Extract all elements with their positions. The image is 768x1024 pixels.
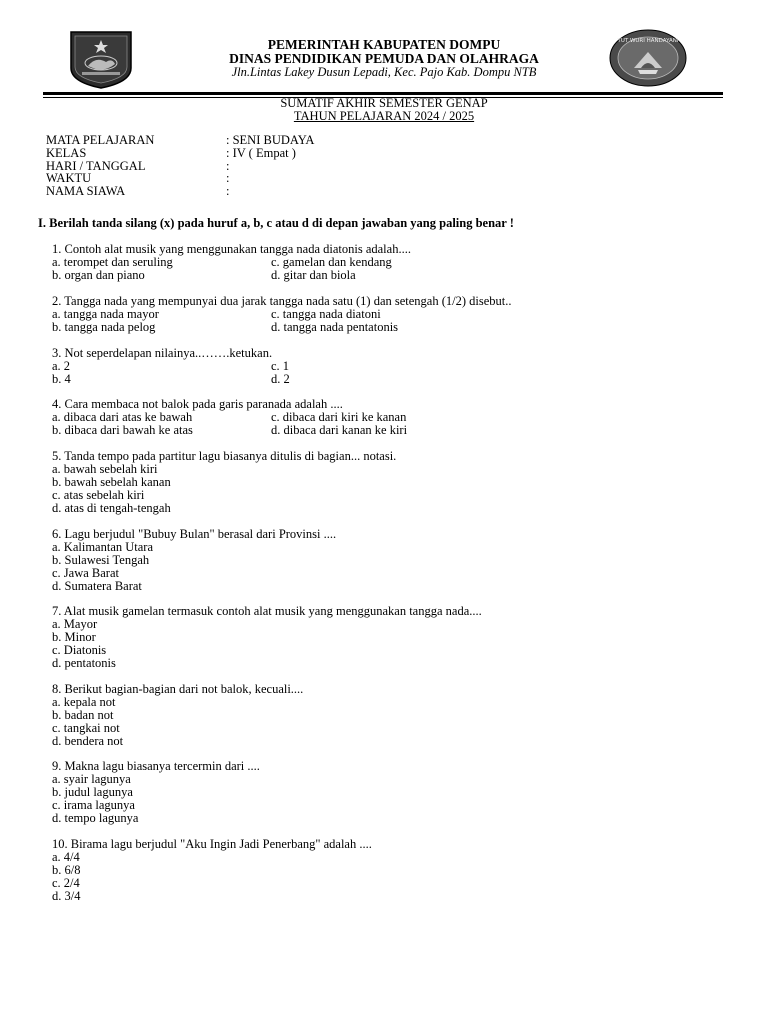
option-b: b. Minor bbox=[52, 630, 96, 644]
option-d: d. pentatonis bbox=[52, 656, 116, 670]
header-government: PEMERINTAH KABUPATEN DOMPU bbox=[267, 37, 501, 52]
info-label: HARI / TANGGAL bbox=[46, 158, 146, 173]
question-8: 8. Berikut bagian-bagian dari not balok, kecuali.... bbox=[52, 682, 304, 696]
exam-info-table bbox=[46, 134, 446, 198]
logo-motto: TUT WURI HANDAYANI bbox=[617, 38, 679, 44]
info-label: NAMA SIAWA bbox=[46, 184, 126, 199]
option-d: d. 2 bbox=[271, 372, 290, 386]
info-row-name bbox=[46, 185, 446, 198]
option-b: b. bawah sebelah kanan bbox=[52, 475, 171, 489]
option-d: d. bendera not bbox=[52, 734, 124, 748]
question-5: 5. Tanda tempo pada partitur lagu biasanya ditulis di bagian... notasi. bbox=[52, 449, 397, 463]
option-a: a. bawah sebelah kiri bbox=[52, 462, 158, 476]
instruction-text: I. Berilah tanda silang (x) pada huruf a, b, c atau d di depan jawaban yang paling benar ! bbox=[38, 216, 514, 230]
info-value: : bbox=[226, 171, 230, 186]
option-b: b. organ dan piano bbox=[52, 268, 145, 282]
option-a: a. dibaca dari atas ke bawah bbox=[52, 410, 193, 424]
option-a: a. syair lagunya bbox=[52, 772, 131, 786]
option-c: c. dibaca dari kiri ke kanan bbox=[271, 410, 407, 424]
option-b: b. tangga nada pelog bbox=[52, 320, 156, 334]
option-b: b. 6/8 bbox=[52, 863, 81, 877]
info-value: : SENI BUDAYA bbox=[226, 133, 315, 147]
info-row-class bbox=[46, 147, 446, 160]
exam-year: TAHUN PELAJARAN 2024 / 2025 bbox=[293, 109, 475, 123]
option-d: d. tangga nada pentatonis bbox=[271, 320, 399, 334]
info-value: : bbox=[226, 158, 230, 173]
info-value: : IV ( Empat ) bbox=[226, 145, 296, 160]
option-a: a. terompet dan seruling bbox=[52, 255, 173, 269]
question-3: 3. Not seperdelapan nilainya..…….ketukan. bbox=[52, 346, 273, 360]
option-b: b. dibaca dari bawah ke atas bbox=[52, 423, 193, 437]
option-a: a. Mayor bbox=[52, 617, 98, 631]
option-c: c. Diatonis bbox=[52, 643, 107, 657]
option-d: d. 3/4 bbox=[52, 889, 81, 903]
option-a: a. 4/4 bbox=[52, 850, 80, 864]
option-b: b. badan not bbox=[52, 708, 114, 722]
question-1: 1. Contoh alat musik yang menggunakan tangga nada diatonis adalah.... bbox=[52, 242, 411, 256]
question-9: 9. Makna lagu biasanya tercermin dari .... bbox=[52, 759, 260, 773]
info-value: : bbox=[226, 184, 230, 199]
option-c: c. tangkai not bbox=[52, 721, 120, 735]
question-2: 2. Tangga nada yang mempunyai dua jarak tangga nada satu (1) dan setengah (1/2) disebut.. bbox=[52, 294, 512, 308]
info-label: WAKTU bbox=[46, 171, 92, 186]
header-address: Jln.Lintas Lakey Dusun Lepadi, Kec. Pajo Kab. Dompu NTB bbox=[231, 65, 537, 79]
exam-title: SUMATIF AKHIR SEMESTER GENAP bbox=[280, 96, 488, 110]
option-d: d. atas di tengah-tengah bbox=[52, 501, 171, 515]
info-label: KELAS bbox=[46, 145, 87, 160]
option-c: c. 2/4 bbox=[52, 876, 80, 890]
question-7: 7. Alat musik gamelan termasuk contoh alat musik yang menggunakan tangga nada.... bbox=[52, 604, 482, 618]
option-c: c. gamelan dan kendang bbox=[271, 255, 392, 269]
option-d: d. gitar dan biola bbox=[271, 268, 356, 282]
option-b: b. judul lagunya bbox=[52, 785, 133, 799]
header-department: DINAS PENDIDIKAN PEMUDA DAN OLAHRAGA bbox=[229, 51, 539, 66]
question-4: 4. Cara membaca not balok pada garis paranada adalah .... bbox=[52, 397, 343, 411]
option-c: c. irama lagunya bbox=[52, 798, 135, 812]
option-a: a. Kalimantan Utara bbox=[52, 540, 153, 554]
option-d: d. dibaca dari kanan ke kiri bbox=[271, 423, 408, 437]
option-c: c. 1 bbox=[271, 359, 290, 373]
info-row-subject bbox=[46, 134, 446, 147]
question-6: 6. Lagu berjudul "Bubuy Bulan" berasal dari Provinsi .... bbox=[52, 527, 337, 541]
header-divider-thick bbox=[43, 92, 723, 95]
option-a: a. tangga nada mayor bbox=[52, 307, 159, 321]
option-d: d. Sumatera Barat bbox=[52, 579, 142, 593]
option-d: d. tempo lagunya bbox=[52, 811, 139, 825]
option-b: b. 4 bbox=[52, 372, 71, 386]
info-row-date bbox=[46, 160, 446, 173]
option-c: c. Jawa Barat bbox=[52, 566, 119, 580]
question-10: 10. Birama lagu berjudul "Aku Ingin Jadi Penerbang" adalah .... bbox=[52, 837, 372, 851]
option-c: c. atas sebelah kiri bbox=[52, 488, 145, 502]
option-a: a. kepala not bbox=[52, 695, 116, 709]
info-label: MATA PELAJARAN bbox=[46, 133, 155, 147]
option-b: b. Sulawesi Tengah bbox=[52, 553, 150, 567]
option-a: a. 2 bbox=[52, 359, 71, 373]
option-c: c. tangga nada diatoni bbox=[271, 307, 381, 321]
